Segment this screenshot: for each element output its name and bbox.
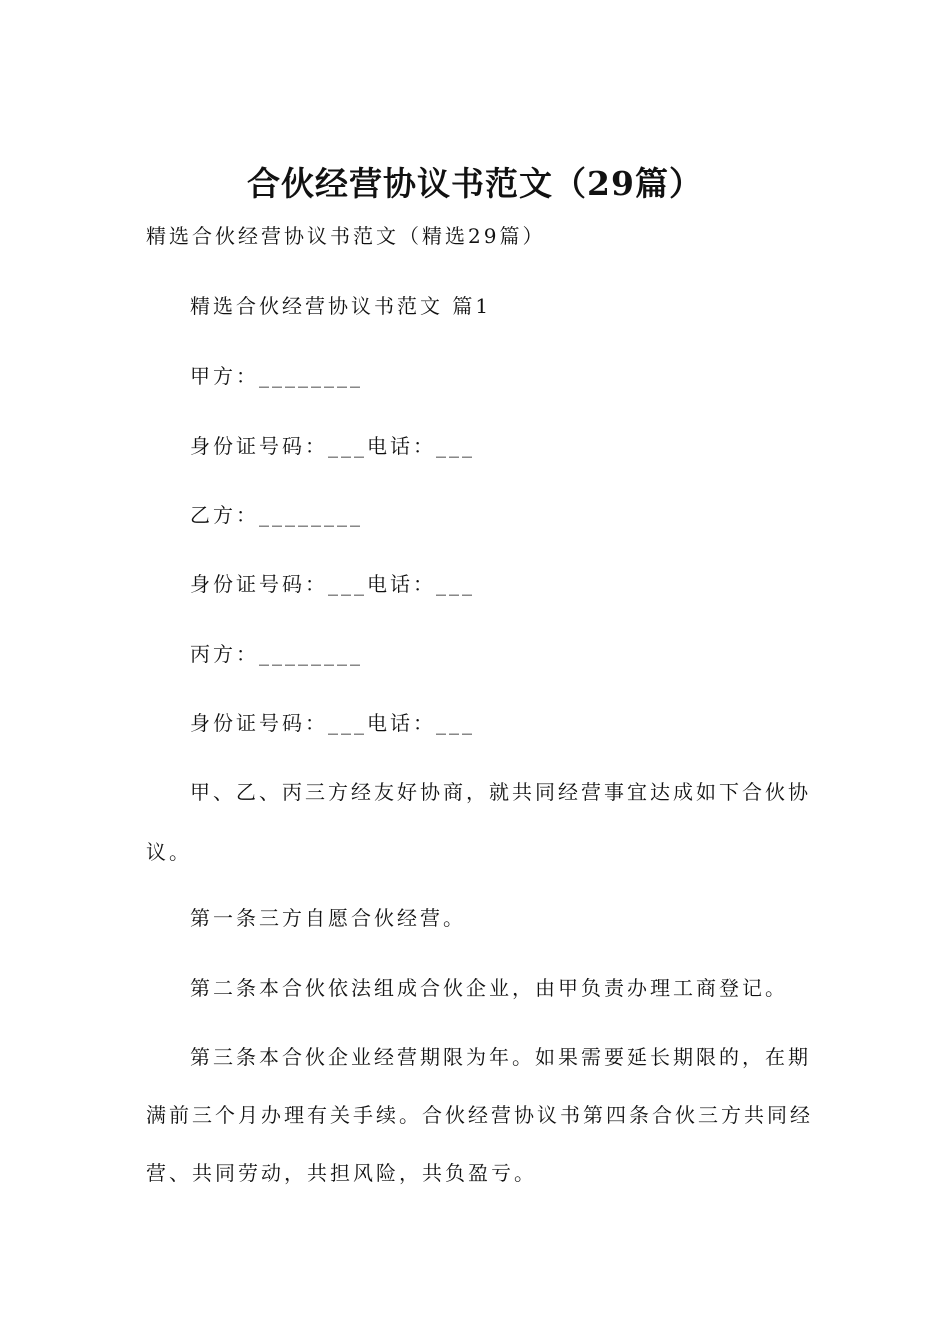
party-a-line: 甲方：________ bbox=[190, 364, 363, 388]
party-b-id-phone-line: 身份证号码：___电话：___ bbox=[190, 572, 475, 596]
article-3-line-3: 营、共同劳动，共担风险，共负盈亏。 bbox=[146, 1161, 537, 1185]
party-c-line: 丙方：________ bbox=[190, 642, 363, 666]
section-heading: 精选合伙经营协议书范文 篇1 bbox=[190, 294, 492, 318]
intro-paragraph-line-1: 甲、乙、丙三方经友好协商，就共同经营事宜达成如下合伙协 bbox=[190, 780, 811, 804]
article-3-line-2: 满前三个月办理有关手续。合伙经营协议书第四条合伙三方共同经 bbox=[146, 1103, 813, 1127]
article-2: 第二条本合伙依法组成合伙企业，由甲负责办理工商登记。 bbox=[190, 976, 788, 1000]
intro-paragraph-line-2: 议。 bbox=[146, 840, 192, 864]
document-subtitle: 精选合伙经营协议书范文（精选29篇） bbox=[146, 224, 546, 248]
article-1: 第一条三方自愿合伙经营。 bbox=[190, 906, 466, 930]
document-title: 合伙经营协议书范文（29篇） bbox=[247, 164, 703, 203]
party-b-line: 乙方：________ bbox=[190, 503, 363, 527]
party-c-id-phone-line: 身份证号码：___电话：___ bbox=[190, 711, 475, 735]
party-a-id-phone-line: 身份证号码：___电话：___ bbox=[190, 434, 475, 458]
article-3-line-1: 第三条本合伙企业经营期限为年。如果需要延长期限的，在期 bbox=[190, 1045, 811, 1069]
